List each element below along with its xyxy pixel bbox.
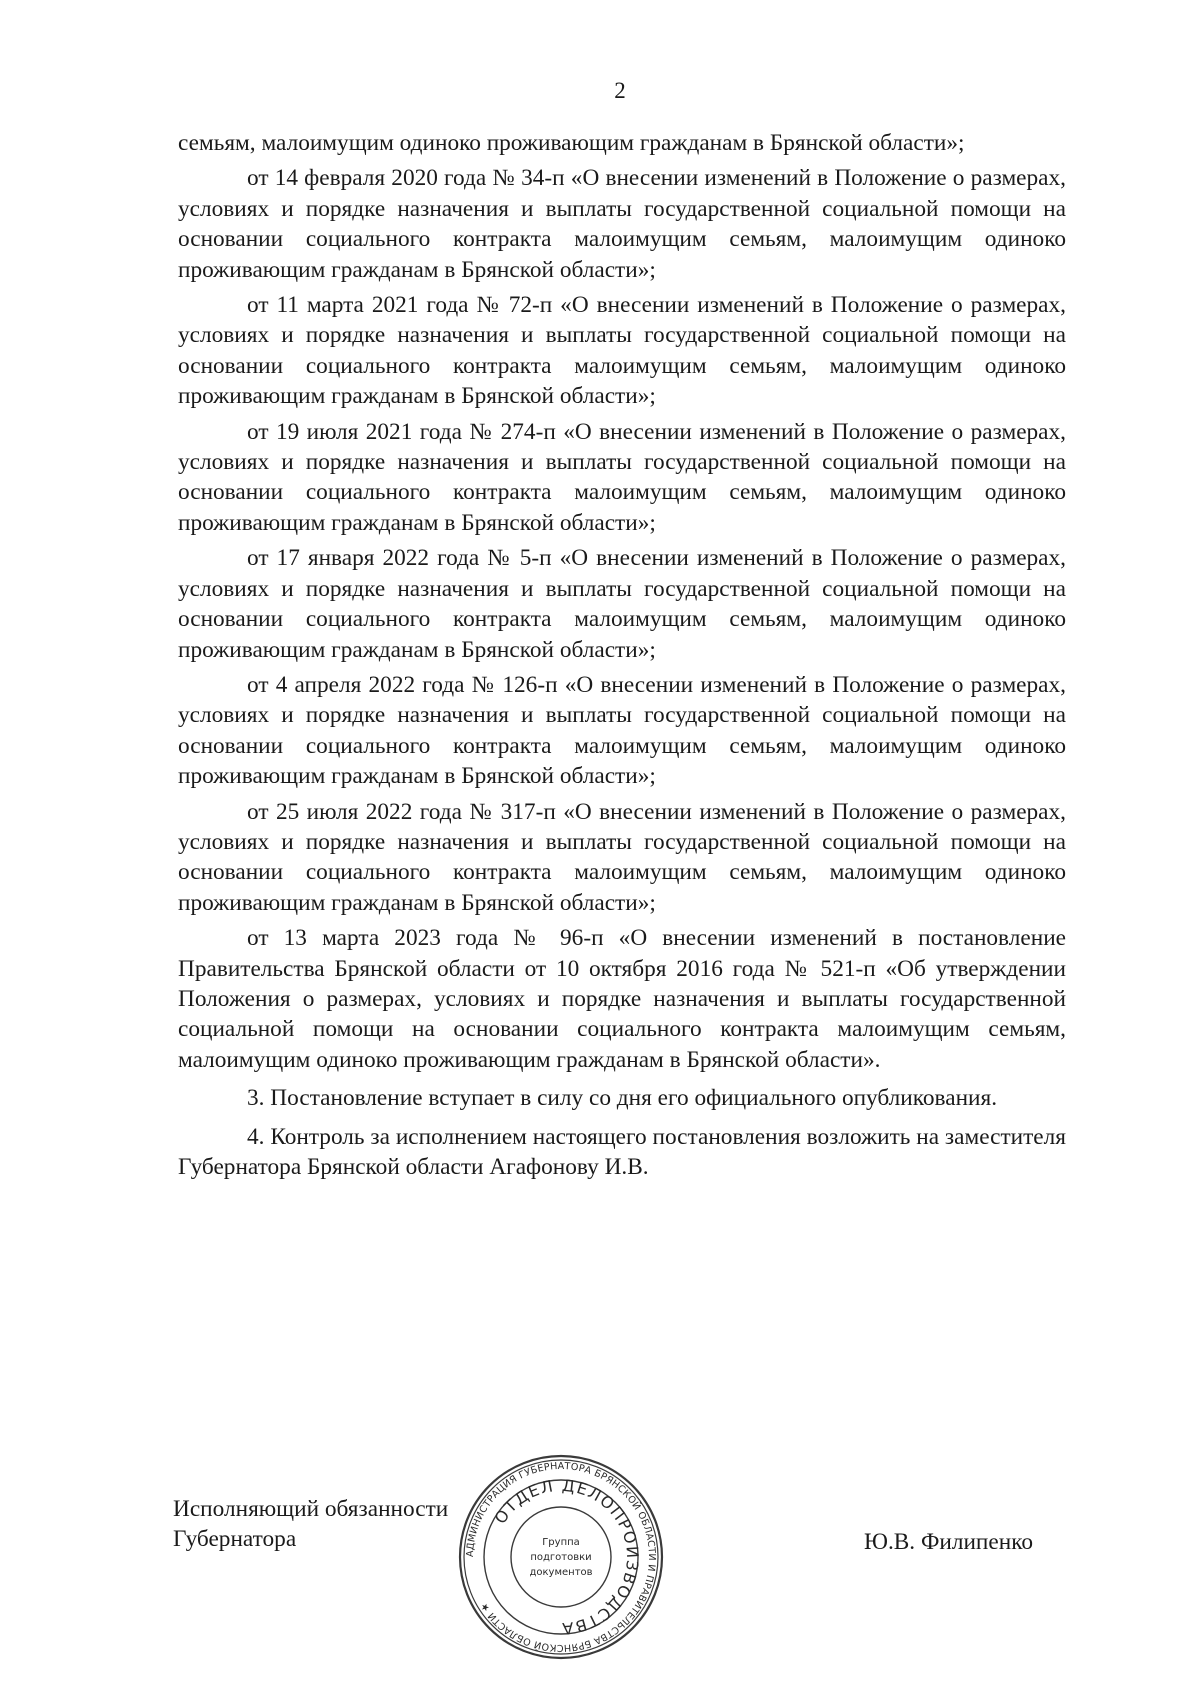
signatory-title <box>173 1494 448 1555</box>
document-body <box>178 128 1066 1182</box>
paragraph-item-3: 3. Постановление вступает в силу со дня его официального опубликования. <box>247 1085 998 1112</box>
paragraph-decree-2021-07-19: от 19 июля 2021 года № 274-п «О внесении изменений в Положение о размерах, условиях и порядке назначения и выплаты государственной социальной помощи на основании социального контракта малоимущим семьям, малоимущим одиноко проживающим гражданам в Брянской области»; <box>178 418 1066 536</box>
stamp-outer-text: АДМИНИСТРАЦИЯ ГУБЕРНАТОРА БРЯНСКОЙ ОБЛАСТИ И ПРАВИТЕЛЬСТВА БРЯНСКОЙ ОБЛАСТИ ★ <box>464 1460 658 1654</box>
signatory-title-line2: Губернатора <box>173 1526 297 1553</box>
paragraph-decree-2020-02-14: от 14 февраля 2020 года № 34-п «О внесении изменений в Положение о размерах, условиях и порядке назначения и выплаты государственной социальной помощи на основании социального контракта малоимущим семьям, малоимущим одиноко проживающим гражданам в Брянской области»; <box>178 165 1066 283</box>
paragraph-item-4: 4. Контроль за исполнением настоящего постановления возложить на заместителя Губернатора Брянской области Агафонову И.В. <box>178 1123 1066 1180</box>
page-number: 2 <box>614 78 626 103</box>
paragraph-decree-2021-03-11: от 11 марта 2021 года № 72-п «О внесении изменений в Положение о размерах, условиях и порядке назначения и выплаты государственной социальной помощи на основании социального контракта малоимущим семьям, малоимущим одиноко проживающим гражданам в Брянской области»; <box>178 292 1066 410</box>
signatory-title-line1: Исполняющий обязанности <box>173 1496 449 1522</box>
official-stamp <box>456 1452 666 1662</box>
signatory-name: Ю.В. Филипенко <box>864 1529 1033 1555</box>
paragraph-decree-2023-03-13: от 13 марта 2023 года № 96-п «О внесении изменений в постановление Правительства Брянской области от 10 октября 2016 года № 521-п «Об утверждении Положения о размерах, условиях и порядке назначения и выплаты государственной социальной помощи на основании социального контракта малоимущим семьям, малоимущим одиноко проживающим гражданам в Брянской области». <box>178 925 1066 1073</box>
stamp-center-line2: подготовки <box>530 1552 592 1563</box>
paragraph-continuation: семьям, малоимущим одиноко проживающим гражданам в Брянской области»; <box>178 130 965 156</box>
stamp-center-line3: документов <box>529 1567 593 1578</box>
paragraph-decree-2022-01-17: от 17 января 2022 года № 5-п «О внесении изменений в Положение о размерах, условиях и порядке назначения и выплаты государственной социальной помощи на основании социального контракта малоимущим семьям, малоимущим одиноко проживающим гражданам в Брянской области»; <box>178 545 1066 663</box>
paragraph-decree-2022-07-25: от 25 июля 2022 года № 317-п «О внесении изменений в Положение о размерах, условиях и порядке назначения и выплаты государственной социальной помощи на основании социального контракта малоимущим семьям, малоимущим одиноко проживающим гражданам в Брянской области»; <box>178 798 1066 916</box>
stamp-center-line1: Группа <box>542 1537 580 1548</box>
paragraph-decree-2022-04-04: от 4 апреля 2022 года № 126-п «О внесении изменений в Положение о размерах, условиях и порядке назначения и выплаты государственной социальной помощи на основании социального контракта малоимущим семьям, малоимущим одиноко проживающим гражданам в Брянской области»; <box>178 671 1066 790</box>
stamp-ring-text: ОТДЕЛ ДЕЛОПРОИЗВОДСТВА <box>490 1475 643 1639</box>
